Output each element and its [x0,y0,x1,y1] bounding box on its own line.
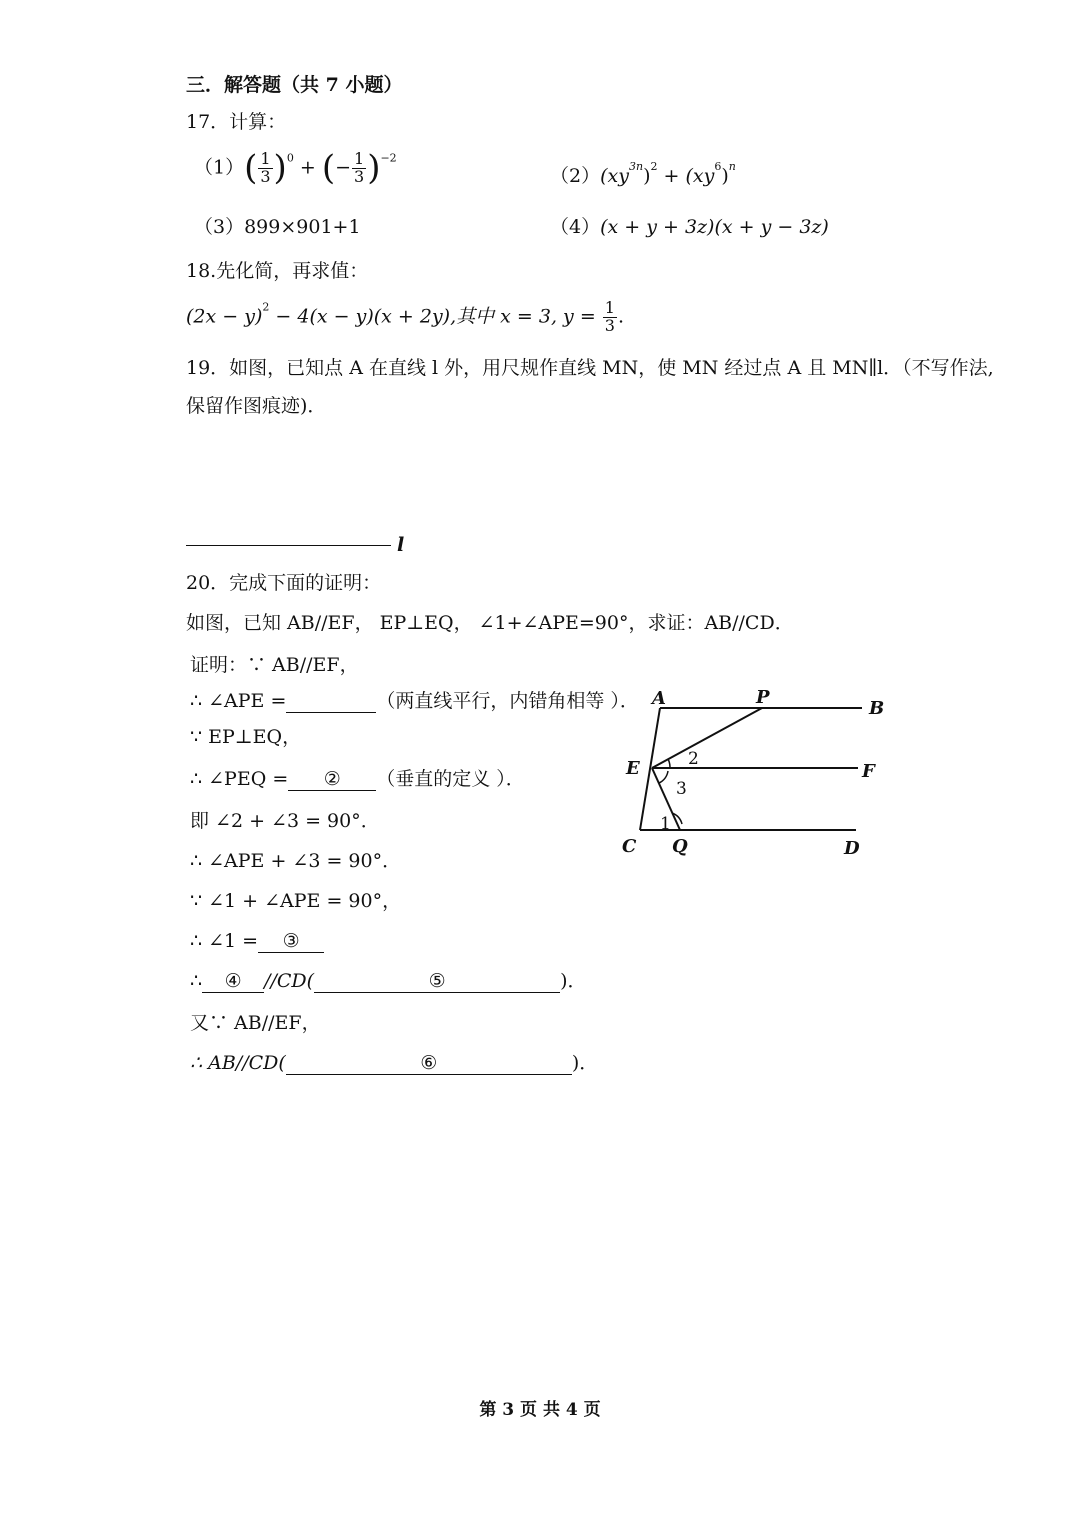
proof-step-8: ∴ ∠1 = ③ [190,930,324,953]
label-C: C [622,836,637,857]
fraction-one-third: $\frac{1}{3}$ [604,298,615,335]
line-l-label: l [397,534,405,556]
exponent: 0 [286,151,294,165]
label-A: A [652,688,666,709]
line-l [186,545,391,546]
proof-step-4: ∴ ∠PEQ = ② （垂直的定义 ）． [190,767,525,790]
proof-step-11: ∴ AB//CD( ⑥ )． [190,1051,599,1074]
angle-2-arc [668,759,670,768]
q17-part2: $(2)(xy^{3n})^2 + (xy^6)^n$ [550,160,736,187]
q17-part3: （3）899×901+1 [194,216,361,238]
blank-1 [286,692,376,713]
blank-6: ⑥ [286,1054,572,1075]
left-paren: ( [244,148,258,188]
label-P: P [756,687,770,708]
q17-part1-label: （1） [194,156,245,179]
q20-title: 20．完成下面的证明： [186,572,382,594]
proof-step-3: ∵ EP⊥EQ， [190,726,302,748]
proof-step-7: ∵ ∠1 + ∠APE = 90°， [190,890,402,912]
q17-part4: （4）(x + y + 3z)(x + y − 3z) [550,216,829,238]
page-footer: 第 3 页 共 4 页 [479,1400,601,1420]
proof-step-2: ∴ ∠APE = （两直线平行，内错角相等 ）． [190,690,639,712]
blank-3: ③ [258,932,324,953]
label-B: B [869,698,885,719]
proof-step-6: ∴ ∠APE + ∠3 = 90°． [190,850,402,872]
q19-line1: 19．如图，已知点 A 在直线 l 外，用尺规作直线 MN，使 MN 经过点 A 且 MN∥l．（不写作法, [186,357,994,379]
fraction-neg-one-third: $\frac{1}{3}$ [354,149,365,186]
proof-step-9: ∴ ④ //CD( ⑤ )． [190,969,587,992]
exponent: −2 [380,151,397,165]
angle-label-3: 3 [676,779,687,799]
label-Q: Q [672,836,688,857]
fraction-one-third: $\frac{1}{3}$ [260,149,271,186]
q18-title: 18.先化简，再求值： [186,260,369,282]
angle-label-2: 2 [688,749,699,769]
right-paren: ) [273,148,287,188]
q17-title: 17．计算： [186,111,287,133]
blank-2: ② [288,770,376,791]
proof-step-5: 即 ∠2 + ∠3 = 90°． [190,810,380,832]
proof-step-1: 证明：∵ AB//EF， [190,654,359,676]
angle-3-arc [659,771,668,783]
q20-given: 如图，已知 AB//EF， EP⊥EQ， ∠1+∠APE=90°，求证：AB//CD． [186,612,794,634]
q18-expression: $(2x - y)^2 - 4(x - y)(x + 2y)$,其中 x = 3, y = $\frac{1}{3}$ . [186,298,625,335]
label-F: F [862,761,875,782]
q17-part1: （1）( $\frac{1}{3}$ )$^0$ + (− $\frac{1}{3}$ )$^{-2}$ [194,148,397,188]
q19-line2: 保留作图痕迹)． [186,395,327,417]
label-E: E [626,758,640,779]
section-heading: 三．解答题（共 7 小题） [186,74,403,96]
angle-label-1: 1 [660,814,671,834]
label-D: D [844,838,860,859]
blank-5: ⑤ [314,972,560,993]
geometry-figure [610,680,900,870]
blank-4: ④ [202,972,264,993]
proof-step-10: 又∵ AB//EF， [190,1012,321,1034]
